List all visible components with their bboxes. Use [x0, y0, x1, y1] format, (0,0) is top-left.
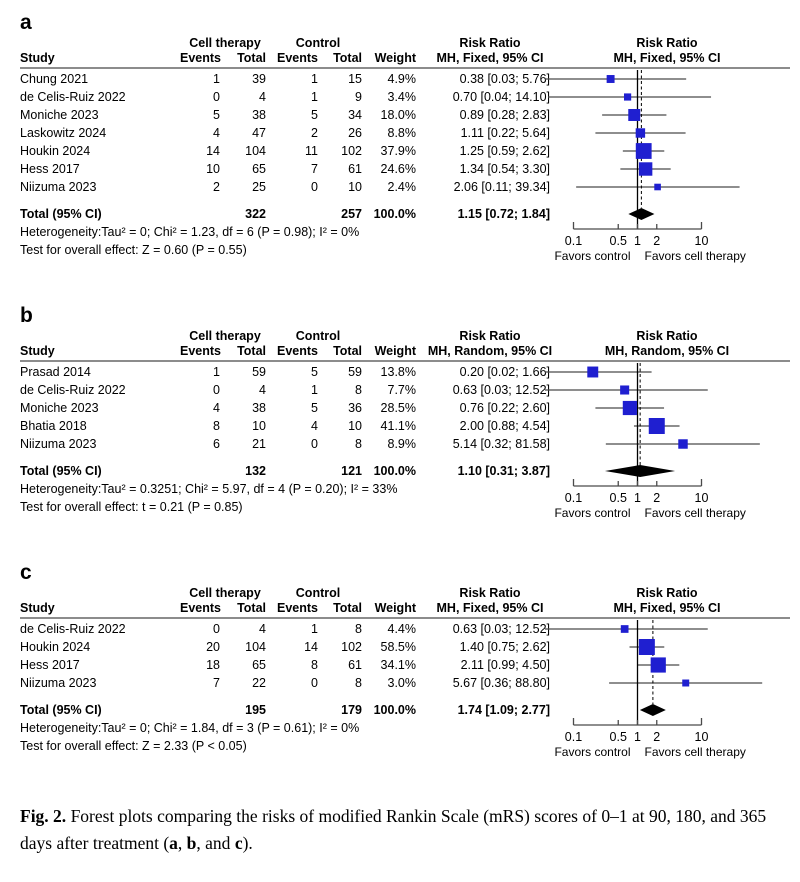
- favors-left-label: Favors control: [554, 506, 631, 520]
- c-events-cell: 5: [311, 401, 318, 415]
- favors-right-label: Favors cell therapy: [644, 745, 746, 759]
- effect-square: [678, 439, 687, 448]
- heterogeneity-text: Heterogeneity:Tau² = 0; Chi² = 1.23, df = 6 (P = 0.98); I² = 0%: [20, 225, 360, 239]
- effect-square: [623, 401, 637, 415]
- weight-cell: 4.4%: [387, 622, 416, 636]
- panel-body: [20, 586, 790, 785]
- weight-cell: 2.4%: [387, 180, 416, 194]
- ct-total-sum: 132: [245, 464, 266, 478]
- weight-col-header: Weight: [374, 344, 416, 358]
- study-name: de Celis-Ruiz 2022: [20, 90, 126, 104]
- weight-cell: 4.9%: [387, 72, 416, 86]
- c-events-cell: 1: [311, 90, 318, 104]
- total-col-header: Total: [333, 51, 362, 65]
- ct-events-cell: 7: [213, 676, 220, 690]
- ct-total-cell: 38: [252, 108, 266, 122]
- risk-ratio-cell: 0.63 [0.03; 12.52]: [452, 622, 550, 636]
- ct-events-cell: 0: [213, 383, 220, 397]
- c-total-cell: 8: [355, 383, 362, 397]
- pooled-diamond: [605, 465, 675, 477]
- plot-title: Risk Ratio: [636, 586, 698, 600]
- axis-tick-label: 2: [653, 234, 661, 248]
- ct-total-cell: 38: [252, 401, 266, 415]
- total-label: Total (95% CI): [20, 703, 102, 717]
- ct-events-cell: 0: [213, 90, 220, 104]
- ct-events-cell: 0: [213, 622, 220, 636]
- heterogeneity-text: Heterogeneity:Tau² = 0; Chi² = 1.84, df = 3 (P = 0.61); I² = 0%: [20, 721, 360, 735]
- ct-total-cell: 21: [252, 437, 266, 451]
- study-col-header: Study: [20, 51, 55, 65]
- study-name: Hess 2017: [20, 658, 80, 672]
- total-col-header: Total: [237, 344, 266, 358]
- ct-events-cell: 20: [206, 640, 220, 654]
- pooled-risk-ratio: 1.10 [0.31; 3.87]: [457, 464, 550, 478]
- caption-segment: c: [234, 833, 243, 853]
- axis-tick-label: 0.5: [609, 234, 627, 248]
- study-name: Prasad 2014: [20, 365, 91, 379]
- risk-ratio-cell: 2.00 [0.88; 4.54]: [459, 419, 550, 433]
- plot-model-label: MH, Random, 95% CI: [604, 344, 730, 358]
- c-total-cell: 59: [348, 365, 362, 379]
- study-name: Hess 2017: [20, 162, 80, 176]
- c-events-cell: 14: [304, 640, 318, 654]
- c-events-cell: 0: [311, 676, 318, 690]
- events-col-header: Events: [277, 601, 318, 615]
- c-events-cell: 5: [311, 108, 318, 122]
- ct-events-cell: 6: [213, 437, 220, 451]
- ct-total-cell: 104: [245, 640, 266, 654]
- c-events-cell: 5: [311, 365, 318, 379]
- weight-cell: 8.8%: [387, 126, 416, 140]
- events-col-header: Events: [180, 344, 221, 358]
- study-name: Chung 2021: [20, 72, 89, 86]
- forest-plot-area: [544, 586, 790, 785]
- weight-col-header: Weight: [374, 601, 416, 615]
- ct-events-cell: 14: [206, 144, 220, 158]
- c-total-sum: 121: [341, 464, 362, 478]
- caption-segment: Forest plots comparing the risks of modified Rankin Scale (mRS) scores of 0–1 at 90, 180, and 365 days after treatment (: [20, 806, 767, 853]
- weight-total: 100.0%: [373, 207, 416, 221]
- risk-ratio-col-header: Risk Ratio: [459, 329, 521, 343]
- total-col-header: Total: [237, 601, 266, 615]
- axis-tick-label: 10: [694, 234, 709, 248]
- events-col-header: Events: [180, 601, 221, 615]
- caption-segment: ).: [242, 833, 253, 853]
- effect-square: [639, 162, 652, 175]
- forest-plot-svg: [544, 70, 790, 289]
- axis-tick-label: 10: [694, 730, 709, 744]
- panel-body: [20, 329, 790, 546]
- c-total-cell: 102: [341, 640, 362, 654]
- risk-ratio-cell: 0.38 [0.03; 5.76]: [459, 72, 550, 86]
- weight-cell: 13.8%: [380, 365, 416, 379]
- ct-total-sum: 322: [245, 207, 266, 221]
- axis-tick-label: 2: [653, 730, 661, 744]
- risk-ratio-cell: 2.11 [0.99; 4.50]: [460, 658, 550, 672]
- weight-cell: 18.0%: [380, 108, 416, 122]
- ct-total-cell: 25: [252, 180, 266, 194]
- risk-ratio-cell: 0.70 [0.04; 14.10]: [452, 90, 550, 104]
- axis-tick-label: 2: [653, 491, 661, 505]
- risk-ratio-cell: 0.89 [0.28; 2.83]: [459, 108, 550, 122]
- c-total-cell: 10: [348, 180, 362, 194]
- panel-body: [20, 36, 790, 289]
- total-label: Total (95% CI): [20, 464, 102, 478]
- panel-label-c: c: [20, 561, 32, 584]
- risk-ratio-col-header: Risk Ratio: [459, 586, 521, 600]
- study-name: Niizuma 2023: [20, 437, 97, 451]
- caption-segment: a: [169, 833, 178, 853]
- forest-panel-a: [20, 12, 790, 289]
- forest-panel-c: [20, 562, 790, 785]
- risk-ratio-col-header: Risk Ratio: [459, 36, 521, 50]
- plot-title: Risk Ratio: [636, 329, 698, 343]
- plot-header: [544, 586, 790, 616]
- study-name: Moniche 2023: [20, 401, 99, 415]
- risk-ratio-cell: 1.25 [0.59; 2.62]: [459, 144, 550, 158]
- overall-test-text: Test for overall effect: Z = 0.60 (P = 0.55): [20, 243, 247, 257]
- study-name: Houkin 2024: [20, 144, 91, 158]
- ct-total-sum: 195: [245, 703, 266, 717]
- pooled-risk-ratio: 1.74 [1.09; 2.77]: [457, 703, 550, 717]
- c-total-cell: 61: [348, 162, 362, 176]
- weight-cell: 3.4%: [387, 90, 416, 104]
- c-total-cell: 34: [348, 108, 362, 122]
- study-name: Niizuma 2023: [20, 180, 97, 194]
- caption-segment: ,: [177, 833, 187, 853]
- heterogeneity-text: Heterogeneity:Tau² = 0.3251; Chi² = 5.97, df = 4 (P = 0.20); I² = 33%: [20, 482, 398, 496]
- weight-total: 100.0%: [373, 464, 416, 478]
- events-col-header: Events: [277, 344, 318, 358]
- risk-ratio-cell: 1.11 [0.22; 5.64]: [460, 126, 550, 140]
- ct-events-cell: 4: [213, 126, 220, 140]
- weight-cell: 37.9%: [380, 144, 416, 158]
- effect-square: [636, 128, 645, 137]
- axis-tick-label: 0.1: [564, 234, 583, 248]
- axis-tick-label: 1: [634, 491, 641, 505]
- risk-ratio-cell: 5.14 [0.32; 81.58]: [452, 437, 550, 451]
- panel-label-b: b: [20, 304, 33, 327]
- axis-tick-label: 0.5: [609, 491, 627, 505]
- favors-left-label: Favors control: [554, 249, 631, 263]
- effect-square: [654, 184, 661, 191]
- effect-square: [636, 143, 652, 159]
- c-total-cell: 10: [348, 419, 362, 433]
- risk-ratio-cell: 0.63 [0.03; 12.52]: [452, 383, 550, 397]
- c-total-cell: 36: [348, 401, 362, 415]
- effect-square: [621, 625, 629, 633]
- c-events-cell: 11: [305, 144, 318, 158]
- group1-header: Cell therapy: [189, 586, 261, 600]
- effect-square: [624, 93, 631, 100]
- effect-square: [682, 680, 689, 687]
- ct-total-cell: 59: [252, 365, 266, 379]
- study-name: de Celis-Ruiz 2022: [20, 622, 126, 636]
- model-col-header: MH, Random, 95% CI: [427, 344, 553, 358]
- effect-square: [639, 639, 655, 655]
- c-total-cell: 15: [348, 72, 362, 86]
- weight-total: 100.0%: [373, 703, 416, 717]
- axis-tick-label: 1: [634, 730, 641, 744]
- caption-segment: , and: [196, 833, 235, 853]
- forest-plot-svg: [544, 363, 790, 546]
- favors-left-label: Favors control: [554, 745, 631, 759]
- ct-total-cell: 4: [259, 383, 266, 397]
- forest-panel-b: [20, 305, 790, 546]
- favors-right-label: Favors cell therapy: [644, 506, 746, 520]
- c-total-sum: 257: [341, 207, 362, 221]
- pooled-diamond: [628, 208, 654, 220]
- c-total-cell: 9: [355, 90, 362, 104]
- study-name: Bhatia 2018: [20, 419, 87, 433]
- c-events-cell: 1: [311, 72, 318, 86]
- figure-caption: [20, 803, 792, 857]
- ct-total-cell: 47: [252, 126, 266, 140]
- plot-header: [544, 36, 790, 66]
- ct-total-cell: 39: [252, 72, 266, 86]
- total-col-header: Total: [237, 51, 266, 65]
- ct-total-cell: 22: [252, 676, 266, 690]
- weight-cell: 8.9%: [387, 437, 416, 451]
- ct-total-cell: 65: [252, 162, 266, 176]
- group2-header: Control: [295, 586, 341, 600]
- events-col-header: Events: [277, 51, 318, 65]
- panel-label-a: a: [20, 11, 32, 34]
- model-col-header: MH, Fixed, 95% CI: [436, 601, 544, 615]
- ct-total-cell: 4: [259, 90, 266, 104]
- weight-cell: 3.0%: [387, 676, 416, 690]
- group1-header: Cell therapy: [189, 329, 261, 343]
- study-name: de Celis-Ruiz 2022: [20, 383, 126, 397]
- axis-tick-label: 1: [634, 234, 641, 248]
- favors-right-label: Favors cell therapy: [644, 249, 746, 263]
- plot-header: [544, 329, 790, 359]
- c-total-cell: 26: [348, 126, 362, 140]
- ct-total-cell: 4: [259, 622, 266, 636]
- study-name: Laskowitz 2024: [20, 126, 107, 140]
- c-total-cell: 8: [355, 437, 362, 451]
- study-name: Moniche 2023: [20, 108, 99, 122]
- events-col-header: Events: [180, 51, 221, 65]
- effect-square: [587, 367, 598, 378]
- risk-ratio-cell: 1.34 [0.54; 3.30]: [459, 162, 550, 176]
- overall-test-text: Test for overall effect: t = 0.21 (P = 0.85): [20, 500, 243, 514]
- forest-plot-area: [544, 329, 790, 546]
- c-events-cell: 7: [311, 162, 318, 176]
- risk-ratio-cell: 5.67 [0.36; 88.80]: [452, 676, 550, 690]
- group1-header: Cell therapy: [189, 36, 261, 50]
- weight-cell: 28.5%: [380, 401, 416, 415]
- axis-tick-label: 10: [694, 491, 709, 505]
- total-col-header: Total: [333, 344, 362, 358]
- overall-test-text: Test for overall effect: Z = 2.33 (P < 0.05): [20, 739, 247, 753]
- risk-ratio-cell: 1.40 [0.75; 2.62]: [459, 640, 550, 654]
- weight-cell: 34.1%: [380, 658, 416, 672]
- group2-header: Control: [295, 329, 341, 343]
- model-col-header: MH, Fixed, 95% CI: [436, 51, 544, 65]
- c-total-cell: 8: [355, 622, 362, 636]
- plot-model-label: MH, Fixed, 95% CI: [613, 51, 721, 65]
- ct-total-cell: 104: [245, 144, 266, 158]
- c-events-cell: 8: [311, 658, 318, 672]
- study-name: Niizuma 2023: [20, 676, 97, 690]
- weight-cell: 58.5%: [380, 640, 416, 654]
- c-events-cell: 0: [311, 180, 318, 194]
- ct-events-cell: 10: [206, 162, 220, 176]
- effect-square: [649, 418, 665, 434]
- forest-plot-svg: [544, 620, 790, 785]
- weight-cell: 7.7%: [387, 383, 416, 397]
- ct-events-cell: 5: [213, 108, 220, 122]
- pooled-risk-ratio: 1.15 [0.72; 1.84]: [457, 207, 550, 221]
- c-total-sum: 179: [341, 703, 362, 717]
- ct-events-cell: 8: [213, 419, 220, 433]
- ct-events-cell: 1: [213, 365, 220, 379]
- c-events-cell: 2: [311, 126, 318, 140]
- plot-model-label: MH, Fixed, 95% CI: [613, 601, 721, 615]
- c-total-cell: 102: [341, 144, 362, 158]
- effect-square: [628, 109, 640, 121]
- forest-plot-area: [544, 36, 790, 289]
- effect-square: [607, 75, 615, 83]
- caption-segment: Fig. 2.: [20, 806, 67, 826]
- c-events-cell: 4: [311, 419, 318, 433]
- total-label: Total (95% CI): [20, 207, 102, 221]
- caption-segment: b: [186, 833, 197, 853]
- plot-title: Risk Ratio: [636, 36, 698, 50]
- weight-col-header: Weight: [374, 51, 416, 65]
- ct-total-cell: 10: [252, 419, 266, 433]
- c-total-cell: 8: [355, 676, 362, 690]
- axis-tick-label: 0.1: [564, 491, 583, 505]
- ct-events-cell: 2: [213, 180, 220, 194]
- c-total-cell: 61: [348, 658, 362, 672]
- c-events-cell: 1: [311, 383, 318, 397]
- axis-tick-label: 0.1: [564, 730, 583, 744]
- total-col-header: Total: [333, 601, 362, 615]
- pooled-diamond: [640, 704, 666, 716]
- effect-square: [620, 385, 629, 394]
- ct-events-cell: 4: [213, 401, 220, 415]
- risk-ratio-cell: 2.06 [0.11; 39.34]: [453, 180, 550, 194]
- c-events-cell: 1: [311, 622, 318, 636]
- risk-ratio-cell: 0.76 [0.22; 2.60]: [459, 401, 550, 415]
- ct-events-cell: 18: [206, 658, 220, 672]
- study-col-header: Study: [20, 344, 55, 358]
- ct-total-cell: 65: [252, 658, 266, 672]
- ct-events-cell: 1: [213, 72, 220, 86]
- weight-cell: 41.1%: [380, 419, 416, 433]
- group2-header: Control: [295, 36, 341, 50]
- risk-ratio-cell: 0.20 [0.02; 1.66]: [459, 365, 550, 379]
- weight-cell: 24.6%: [380, 162, 416, 176]
- panels-container: [20, 12, 790, 785]
- c-events-cell: 0: [311, 437, 318, 451]
- effect-square: [651, 657, 666, 672]
- study-name: Houkin 2024: [20, 640, 91, 654]
- study-col-header: Study: [20, 601, 55, 615]
- axis-tick-label: 0.5: [609, 730, 627, 744]
